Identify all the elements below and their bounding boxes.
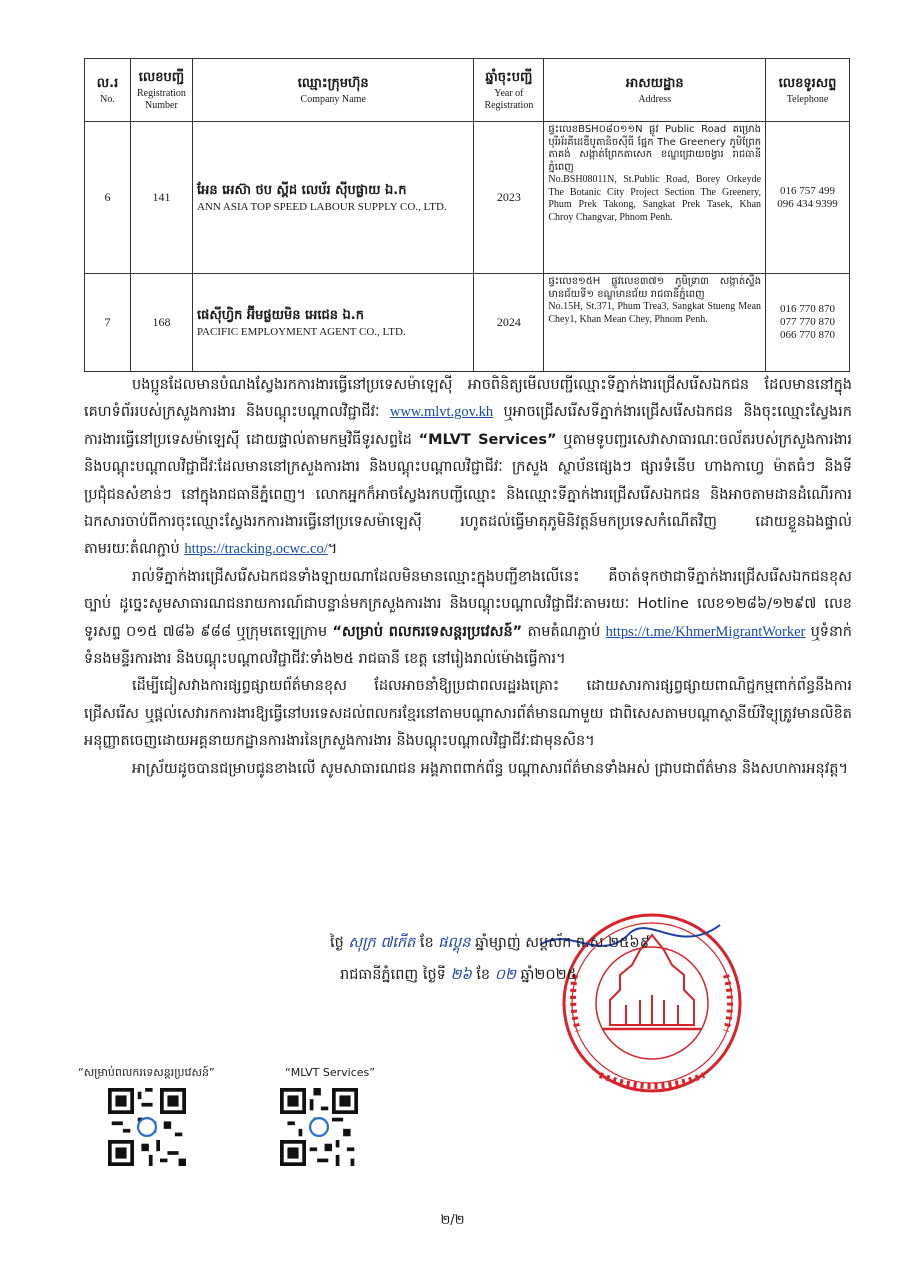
row-year: 2023 — [474, 122, 544, 274]
header-no: ល.រ No. — [85, 59, 131, 122]
paragraph-2: រាល់ទីភ្នាក់ងារជ្រើសរើសឯកជនទាំងឡាយណាដែលមិនមានឈ្មោះក្នុងបញ្ជីខាងលើនេះ គឺចាត់ទុកថាជាទីភ្នាក់ងារជ្រើសរើសឯកជនខុសច្បាប់ ដូច្នេះសូមសាធារណជនរាយការណ៍ជាបន្ទាន់មកក្រសួងការងារ និងបណ្តុះបណ្តាលវិជ្ជាជីវៈតាមរយៈ Hotline លេខ១២៨៦/១២៩៧ លេខទូរសព្ទ ០១៥ ៧៨៦ ៩៨៨ ឬក្រុមតេឡេក្រាម “សម្រាប់ ពលករទេសន្តរប្រវេសន៍” តាមតំណភ្ជាប់ https://t.me/KhmerMigrantWorker ឬទំនាក់ទំនងមន្ទីរការងារ និងបណ្តុះបណ្តាលវិជ្ជាជីវៈទាំង២៥ រាជធានី ខេត្ត នៅរៀងរាល់ម៉ោងធ្វើការ។ — [84, 568, 853, 668]
registration-table — [84, 58, 850, 372]
row-registration-number: 168 — [130, 274, 192, 372]
solar-date-line: រាជធានីភ្នំពេញ ថ្ងៃទី ២៦ ខែ ០២ ឆ្នាំ២០២៥ — [340, 967, 577, 983]
row-no: 7 — [85, 274, 131, 372]
qr-label-mlvt-services: “MLVT Services” — [285, 1066, 375, 1079]
handwritten-day: ២៦ — [450, 967, 472, 983]
row-telephone: 016 757 499 096 434 9399 — [766, 122, 850, 274]
mlvt-website-link[interactable]: www.mlvt.gov.kh — [389, 404, 494, 421]
qr-label-telegram: “សម្រាប់ពលករទេសន្តរប្រវេសន៍” — [78, 1066, 215, 1079]
header-year: ឆ្នាំចុះបញ្ជី Year of Registration — [474, 59, 544, 122]
announcement-body — [84, 372, 852, 783]
row-address: ផ្ទះលេខ១៥H ផ្លូវលេខ៣៧១ ភូមិទ្រា៣ សង្កាត់ស្ទឹងមានជ័យទី១ ខណ្ឌមានជ័យ រាជធានីភ្នំពេញ No.15H, St.371, Phum Trea3, Sangkat Stueng Mean Chey1, Khan Mean Chey, Phnom Penh. — [544, 274, 766, 372]
paragraph-4: អាស្រ័យដូចបានជម្រាបជូនខាងលើ សូមសាធារណជន អង្គភាពពាក់ព័ន្ធ បណ្តាសារព័ត៌មានទាំងអស់ ជ្រាបជាព័ត៌មាន និងសហការអនុវត្ត។ — [132, 760, 849, 777]
row-registration-number: 141 — [130, 122, 192, 274]
header-company-name: ឈ្មោះក្រុមហ៊ុន Company Name — [192, 59, 473, 122]
tracking-link[interactable]: https://tracking.ocwc.co/ — [184, 541, 328, 558]
row-address: ផ្ទះលេខBSH០៨០១១N ផ្លូវ Public Road គម្រោងបុរីអ័រគីដេឌឺបូតានិចស៊ីធី ផ្នែក The Greenery ភូមិព្រែកតាគង់ សង្កាត់ព្រែកតាសេក ខណ្ឌជ្រោយចង្វារ រាជធានីភ្នំពេញ No.BSH08011N, St.Public Road, Borey Orkeyde The Botanic City Project Section The Greenery, Phum Prek Takong, Sangkat Prek Tasek, Khan Chroy Changvar, Phnom Penh. — [544, 122, 766, 274]
table-row — [85, 274, 850, 372]
row-year: 2024 — [474, 274, 544, 372]
handwritten-month: ០២ — [494, 967, 516, 983]
header-telephone: លេខទូរសព្ទ Telephone — [766, 59, 850, 122]
handwritten-lunar-month: ផល្គុន — [438, 935, 471, 951]
lunar-date-line: ថ្ងៃ សុក្រ ៧កើត ខែ ផល្គុន ឆ្នាំម្សាញ់ សប្តស័ក ព.ស.២៥៦៩ — [330, 935, 650, 951]
mlvt-services-app-name: “MLVT Services” — [418, 431, 557, 448]
paragraph-1: បងប្អូនដែលមានបំណងស្វែងរកការងារធ្វើនៅប្រទេសម៉ាឡេស៊ី អាចពិនិត្យមើលបញ្ជីឈ្មោះទីភ្នាក់ងារជ្រើសរើសឯកជន ដែលមាននៅក្នុងគេហទំព័ររបស់ក្រសួងការងារ និងបណ្តុះបណ្តាលវិជ្ជាជីវៈ www.mlvt.gov.kh ឬអាចជ្រើសរើសទីភ្នាក់ងារជ្រើសរើសឯកជន និងចុះឈ្មោះស្វែងរកការងារធ្វើនៅប្រទេសម៉ាឡេស៊ី ដោយផ្ទាល់តាមកម្មវិធីទូរសព្ទដៃ “MLVT Services” ឬតាមទូបញ្ជរសេវាសាធារណៈចល័តរបស់ក្រសួងការងារ និងបណ្តុះបណ្តាលវិជ្ជាជីវៈដែលមាននៅក្រសួងការងារ និងបណ្តុះបណ្តាលវិជ្ជាជីវៈ ក្រសួង ស្ថាប័នផ្សេងៗ ផ្សារទំនើប ហាងកាហ្វេ ម៉ាតធំៗ និងទីប្រជុំជនសំខាន់ៗ នៅក្នុងរាជធានីភ្នំពេញ។ លោកអ្នកក៏អាចស្វែងរកបញ្ជីឈ្មោះ និងឈ្មោះទីភ្នាក់ងារជ្រើសរើសឯកជន និងអាចតាមដានដំណើរការឯកសារចាប់ពីការចុះឈ្មោះស្វែងរកការងារធ្វើនៅប្រទេសម៉ាឡេស៊ី រហូតដល់ធ្វើមាតុភូមិនិវត្តន៍មកប្រទេសកំណើតវិញ ដោយខ្លួនឯងផ្ទាល់តាមរយៈតំណភ្ជាប់ https://tracking.ocwc.co/។ — [84, 377, 852, 558]
paragraph-3: ដើម្បីជៀសវាងការផ្សព្វផ្សាយព័ត៌មានខុស ដែលអាចនាំឱ្យប្រជាពលរដ្ឋរងគ្រោះ ដោយសារការផ្សព្វផ្សាយពាណិជ្ជកម្មពាក់ព័ន្ធនឹងការជ្រើសរើស ឬផ្តល់សេវារកការងារឱ្យធ្វើនៅបរទេសដល់ពលករខ្មែរនៅតាមបណ្តាសារព័ត៌មានណាមួយ ជាពិសេសតាមបណ្តាស្ថានីយ៍វិទ្យុត្រូវមានលិខិតអនុញ្ញាតចេញដោយអគ្គនាយកដ្ឋានការងារនៃក្រសួងការងារ និងបណ្តុះបណ្តាលវិជ្ជាជីវៈជាមុនសិន។ — [84, 678, 852, 750]
row-company-name: អែន អេស៊ា ថប ស្ពីដ លេប័រ ស៊ីបផ្លាយ ឯ.ក ANN ASIA TOP SPEED LABOUR SUPPLY CO., LTD. — [192, 122, 473, 274]
row-no: 6 — [85, 122, 131, 274]
table-row — [85, 122, 850, 274]
header-registration-number: លេខបញ្ជី Registration Number — [130, 59, 192, 122]
header-address: អាសយដ្ឋាន Address — [544, 59, 766, 122]
qr-code-mlvt-services[interactable] — [280, 1088, 358, 1166]
handwritten-lunar-day: សុក្រ ៧កើត — [348, 935, 416, 951]
qr-code-telegram[interactable] — [108, 1088, 186, 1166]
page-number: ២/២ — [440, 1213, 465, 1228]
row-telephone: 016 770 870 077 770 870 066 770 870 — [766, 274, 850, 372]
telegram-group-name: “សម្រាប់ ពលករទេសន្តរប្រវេសន៍” — [332, 623, 523, 640]
row-company-name: ផេស៊ីហ្វិក អ៊ីមផ្លយមិន អេជេន ឯ.ក PACIFIC EMPLOYMENT AGENT CO., LTD. — [192, 274, 473, 372]
table-header-row — [85, 59, 850, 122]
telegram-link[interactable]: https://t.me/KhmerMigrantWorker — [605, 623, 806, 640]
